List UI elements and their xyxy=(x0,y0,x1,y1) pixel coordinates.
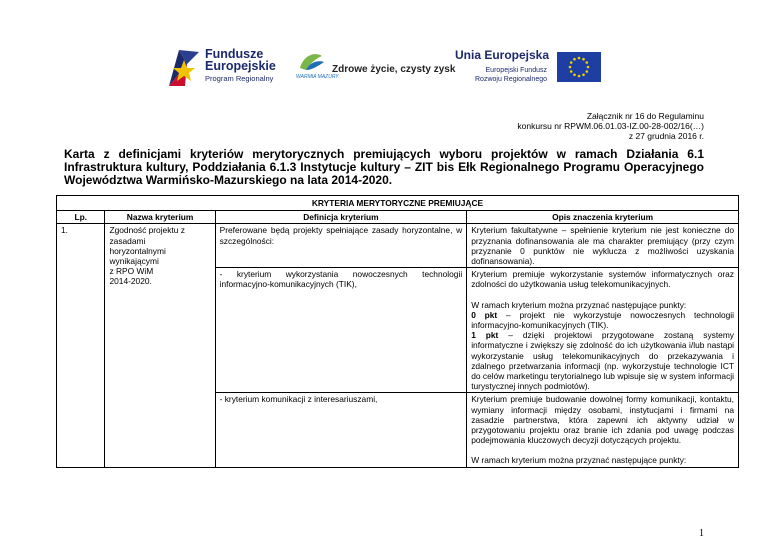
criterion-name-line: Zgodność projektu z xyxy=(109,225,185,236)
col-header-description: Opis znaczenia kryterium xyxy=(467,211,739,224)
tik-point-0 xyxy=(471,310,734,330)
criterion-name-line: 2014-2020. xyxy=(109,276,152,287)
col-header-name: Nazwa kryterium xyxy=(105,211,215,224)
fundusze-europejskie-logo xyxy=(165,46,285,88)
wm-leaf-icon xyxy=(296,50,326,74)
document-title: Karta z definicjami kryteriów merytorycznych premiujących wyboru projektów w ramach Działania 6.1 Infrastruktura kultury, Poddziałania 6.1.3 Instytucje kultury – ZIT bis Ełk Regionalnego Programu Operacyjnego Województwa Warmińsko-Mazurskiego na lata 2014-2020. xyxy=(64,147,704,187)
fe-star-icon xyxy=(165,46,201,88)
col-header-lp: Lp. xyxy=(57,211,105,224)
eu-flag-icon xyxy=(557,52,601,82)
table-header-row xyxy=(57,211,739,224)
cell-definition-tik: - kryterium wykorzystania nowoczesnych technologii informacyjno-komunikacyjnych (TIK), xyxy=(215,268,467,393)
cell-description-tik xyxy=(467,268,739,393)
cell-definition-stakeholders: - kryterium komunikacji z interesariuszami, xyxy=(215,393,467,467)
point-text: – projekt nie wykorzystuje nowoczesnych technologii informacyjno-komunikacyjnych (TIK). xyxy=(471,309,734,331)
ue-subtitle: Europejski Fundusz Rozwoju Regionalnego xyxy=(475,67,547,83)
cell-criterion-name xyxy=(105,224,215,467)
wm-slogan: Zdrowe życie, czysty zysk xyxy=(332,64,456,75)
cell-lp: 1. xyxy=(57,224,105,467)
table-row xyxy=(57,224,739,268)
point-label: 0 pkt xyxy=(471,309,498,320)
stakeholders-points-intro: W ramach kryterium można przyznać następujące punkty: xyxy=(471,455,687,466)
criterion-name-line: wynikającymi xyxy=(109,256,159,267)
col-header-definition: Definicja kryterium xyxy=(215,211,467,224)
wm-small-text: WARMIA MAZURY xyxy=(296,74,339,80)
warmia-mazury-logo xyxy=(296,50,456,86)
fe-subtitle: Program Regionalny xyxy=(205,74,274,83)
fe-name xyxy=(205,48,276,72)
criterion-name-line: z RPO WiM xyxy=(109,266,154,277)
tik-description: Kryterium premiuje wykorzystanie systemów informatycznych oraz zdolności do użytkowania usług telekomunikacyjnych. xyxy=(471,269,734,290)
annex-note: Załącznik nr 16 do Regulaminu konkursu nr RPWM.06.01.03-IZ.00-28-002/16(…) z 27 grudnia 2016 r. xyxy=(517,111,704,141)
tik-points-intro: W ramach kryterium można przyznać następujące punkty: xyxy=(471,299,687,310)
criterion-name-line: horyzontalnymi xyxy=(109,245,166,256)
page-number: 1 xyxy=(699,528,704,539)
ue-title: Unia Europejska xyxy=(455,48,550,62)
fe-line1: Fundusze xyxy=(205,47,264,61)
unia-europejska-logo xyxy=(455,46,605,90)
point-text: – dzięki projektowi przygotowane zostaną systemy informatyczne i zwiększy się zdolność do ich użytkowania i/lub nastąpi wykorzystanie usług telekomunikacyjnych do przekazywania i zdalnego przetwarzania informacji (np. wykorzystuje technologie ICT do celów marketingu terytorialnego lub wpisuje się w system informacji turystycznej innych podmiotów). xyxy=(471,330,734,392)
cell-description-stakeholders xyxy=(467,393,739,467)
criteria-table xyxy=(56,195,739,468)
fe-line2: Europejskie xyxy=(205,59,276,73)
tik-point-1 xyxy=(471,330,734,391)
point-label: 1 pkt xyxy=(471,330,499,341)
stakeholders-description: Kryterium premiuje budowanie dowolnej formy komunikacji, kontaktu, wymiany informacji między osobami, instytucjami i firmami na zasadzie partnerstwa, która zapewni ich aktywny udział w przygotowaniu projektu oraz branie ich zdania pod uwagę podczas podejmowania kluczowych decyzji dotyczących projektu. xyxy=(471,394,734,446)
table-caption: KRYTERIA MERYTORYCZNE PREMIUJĄCE xyxy=(57,196,739,211)
cell-definition-intro: Preferowane będą projekty spełniające zasady horyzontalne, w szczególności: xyxy=(215,224,467,268)
cell-description-intro: Kryterium fakultatywne – spełnienie kryterium nie jest konieczne do przyznania dofinansowania ale ma charakter premiujący (przy czym przyznanie 0 punktów nie wyklucza z możliwości uzyskania dofinansowania). xyxy=(467,224,739,268)
criterion-name-line: zasadami xyxy=(109,235,146,246)
